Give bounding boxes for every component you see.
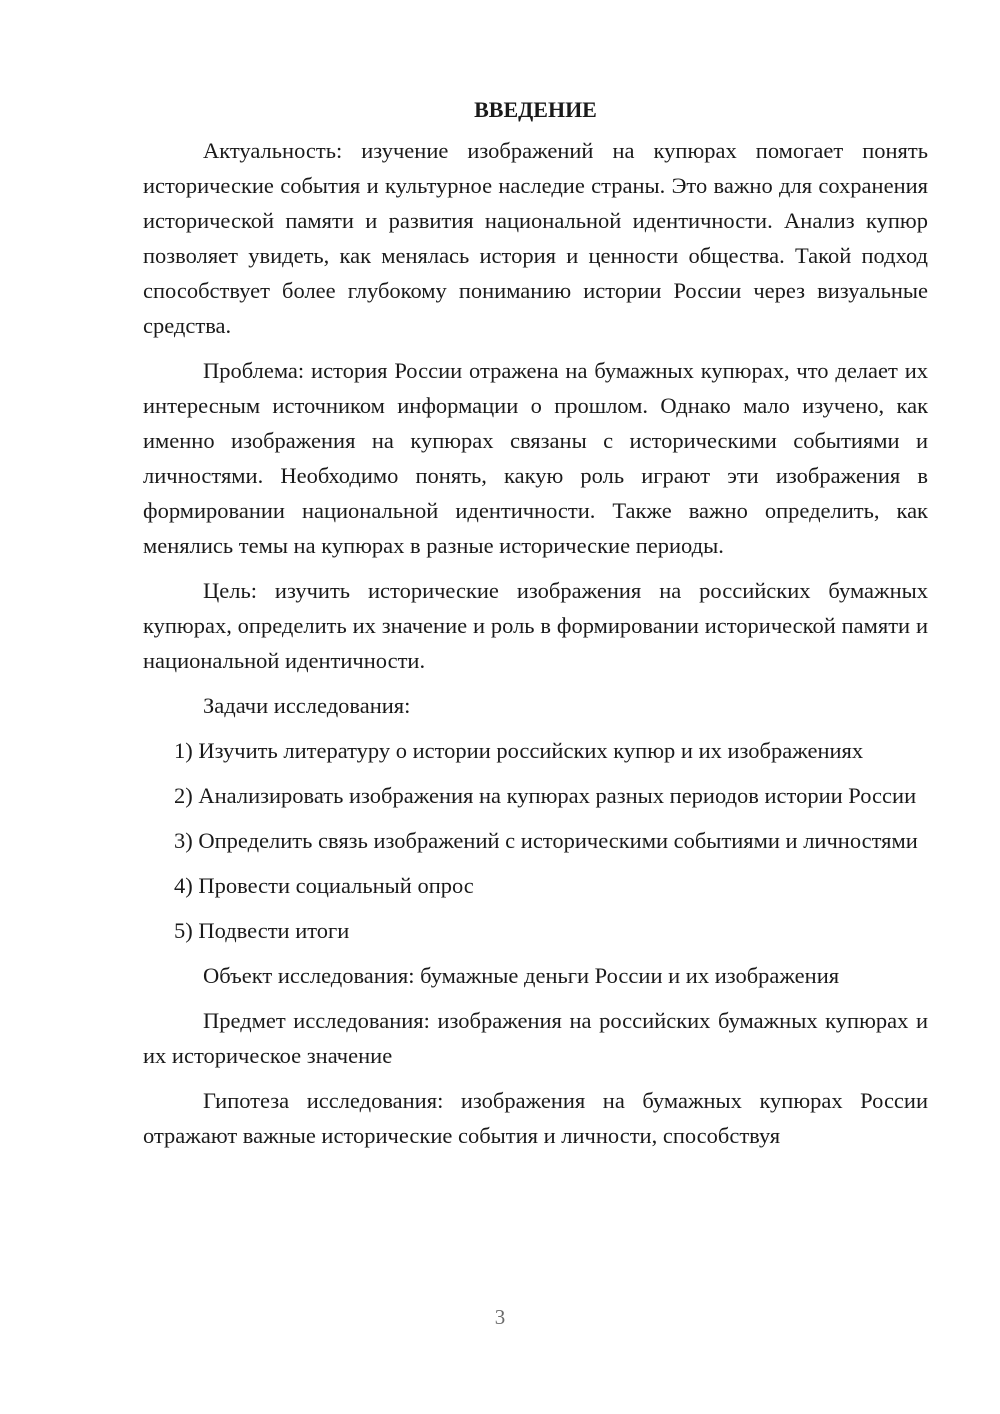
paragraph-subject: Предмет исследования: изображения на российских бумажных купюрах и их историческое значение: [143, 1008, 928, 1068]
paragraph-hypothesis: Гипотеза исследования: изображения на бумажных купюрах России отражают важные исторические события и личности, способствуя: [143, 1088, 928, 1148]
task-item: 1) Изучить литературу о истории российских купюр и их изображениях: [174, 738, 864, 763]
task-item: 4) Провести социальный опрос: [174, 873, 474, 898]
paragraph-tasks-heading: Задачи исследования:: [203, 693, 411, 718]
page-number: 3: [494, 1305, 506, 1329]
section-title: ВВЕДЕНИЕ: [474, 97, 597, 122]
document-page: [143, 92, 928, 1163]
paragraph-problem: Проблема: история России отражена на бумажных купюрах, что делает их интересным источником информации о прошлом. Однако мало изучено, как именно изображения на купюрах связаны с историческими событиями и личностями. Необходимо понять, какую роль играют эти изображения в формировании национальной идентичности. Также важно определить, как менялись темы на купюрах в разные исторические периоды.: [143, 358, 928, 558]
task-item: 2) Анализировать изображения на купюрах разных периодов истории России: [174, 783, 917, 808]
paragraph-object: Объект исследования: бумажные деньги России и их изображения: [203, 963, 840, 988]
paragraph-relevance: Актуальность: изучение изображений на купюрах помогает понять исторические события и культурное наследие страны. Это важно для сохранения исторической памяти и развития национальной идентичности. Анализ купюр позволяет увидеть, как менялась история и ценности общества. Такой подход способствует более глубокому пониманию истории России через визуальные средства.: [143, 138, 928, 338]
task-item: 3) Определить связь изображений с историческими событиями и личностями: [174, 828, 918, 853]
paragraph-goal: Цель: изучить исторические изображения на российских бумажных купюрах, определить их значение и роль в формировании исторической памяти и национальной идентичности.: [143, 578, 928, 673]
task-item: 5) Подвести итоги: [174, 918, 350, 943]
